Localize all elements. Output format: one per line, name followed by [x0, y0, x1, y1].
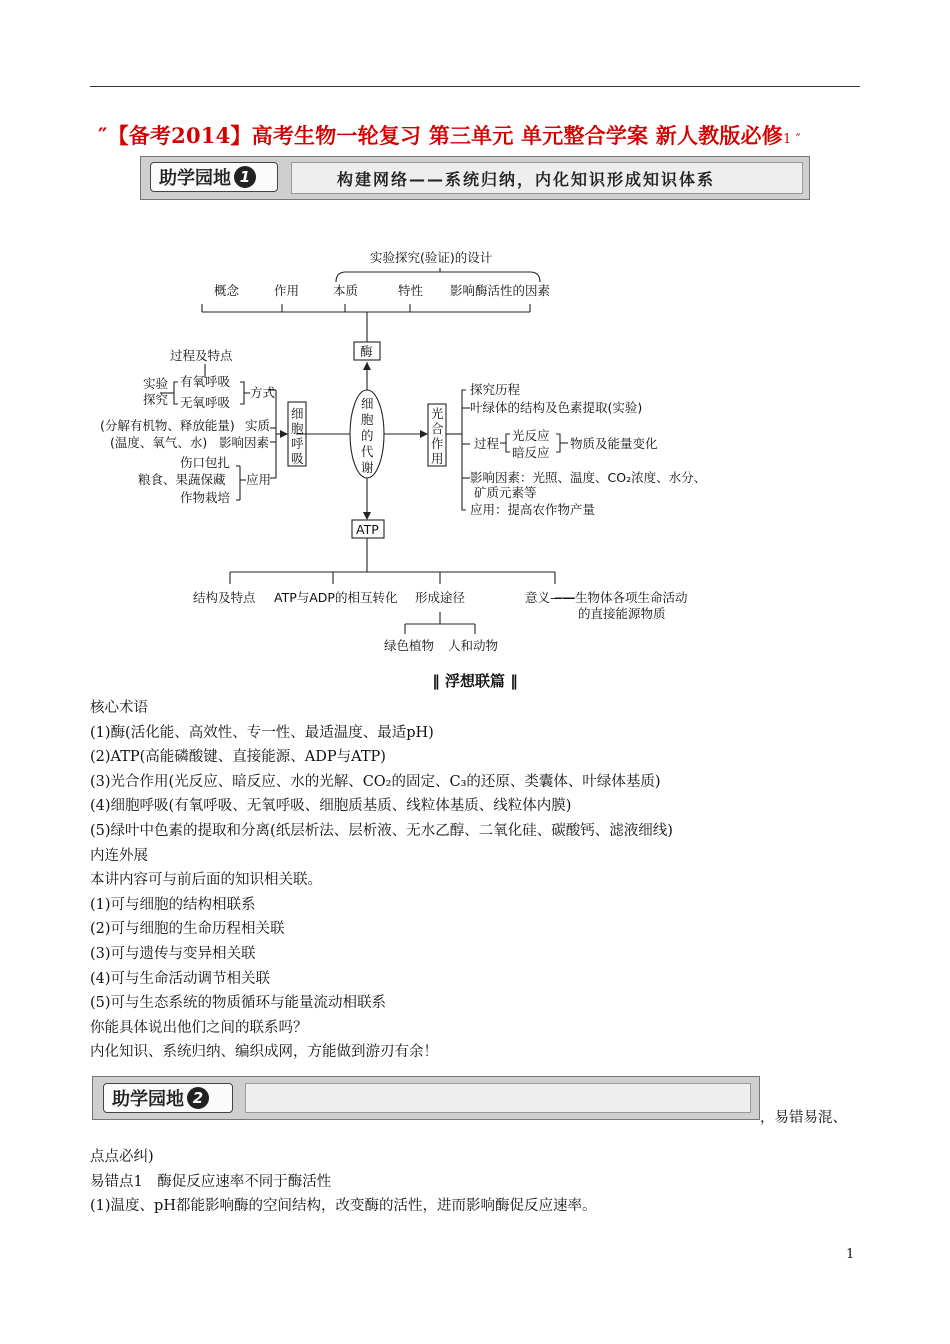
section-heading: ‖ 浮想联篇 ‖	[432, 672, 518, 690]
line-link-4: (4)可与生命活动调节相关联	[90, 970, 271, 987]
center-char-3: 的	[361, 428, 374, 443]
atp-box-label: ATP	[356, 522, 379, 537]
atp-structure: 结构及特点	[193, 590, 256, 605]
resp-mode: 方式	[250, 385, 276, 400]
resp-char-2: 胞	[291, 421, 304, 436]
enzyme-item-function: 作用	[274, 283, 300, 298]
line-link-5: (5)可与生态系统的物质循环与能量流动相联系	[90, 995, 387, 1012]
diagram-top-label: 实验探究(验证)的设计	[370, 250, 493, 265]
banner-2-trailing-text: ，易错易混、	[760, 1110, 847, 1126]
enzyme-box-label: 酶	[360, 344, 373, 359]
document-title-suffix: 1 ″	[782, 132, 801, 147]
resp-factors-detail: (温度、氧气、水)	[110, 435, 208, 450]
resp-grain: 粮食、果蔬保藏	[138, 472, 226, 487]
atp-meaning: 意义——生物体各项生命活动	[525, 590, 688, 605]
photo-history: 探究历程	[470, 382, 521, 397]
banner-2	[92, 1076, 760, 1120]
concept-map	[0, 240, 950, 660]
line-term-3: (3)光合作用(光反应、暗反应、水的光解、CO₂的固定、C₃的还原、类囊体、叶绿体基质)	[90, 773, 661, 790]
resp-char-4: 吸	[291, 451, 304, 466]
resp-wound: 伤口包扎	[180, 455, 231, 470]
banner-1-badge	[150, 162, 278, 192]
resp-aerobic: 有氧呼吸	[180, 374, 231, 389]
line-links-intro: 本讲内容可与前后面的知识相关联。	[90, 872, 322, 889]
center-char-4: 代	[361, 444, 374, 459]
document-title	[98, 120, 858, 150]
photo-chloroplast: 叶绿体的结构及色素提取(实验)	[470, 400, 643, 415]
enzyme-item-property: 特性	[398, 283, 424, 298]
line-must-fix: 点点必纠)	[90, 1149, 154, 1165]
line-term-4: (4)细胞呼吸(有氧呼吸、无氧呼吸、细胞质基质、线粒体基质、线粒体内膜)	[90, 798, 572, 815]
line-term-5: (5)绿叶中色素的提取和分离(纸层析法、层析液、无水乙醇、二氧化硅、碳酸钙、滤液细线)	[90, 822, 673, 839]
body-text-2	[90, 1145, 870, 1219]
photo-factors-line1: 影响因素：光照、温度、CO₂浓度、水分、	[470, 470, 707, 485]
photo-process: 过程	[474, 436, 500, 451]
line-link-2: (2)可与细胞的生命历程相关联	[90, 921, 285, 938]
banner-1	[140, 156, 810, 200]
resp-char-3: 呼	[291, 436, 304, 451]
banner-2-badge	[103, 1083, 233, 1113]
document-title-main: ″【备考2014】高考生物一轮复习 第三单元 单元整合学案 新人教版必修	[98, 123, 783, 148]
enzyme-item-nature: 本质	[333, 283, 359, 298]
line-link-1: (1)可与细胞的结构相联系	[90, 896, 256, 913]
resp-char-1: 细	[291, 406, 304, 421]
resp-factors: 影响因素	[219, 435, 270, 450]
photo-char-4: 用	[431, 451, 444, 466]
photo-matter: 物质及能量变化	[570, 436, 658, 451]
atp-conversion: ATP与ADP的相互转化	[274, 590, 398, 605]
banner-2-panel	[245, 1083, 751, 1113]
banner-2-badge-label: 助学园地	[112, 1089, 184, 1110]
resp-application: 应用	[246, 472, 272, 487]
banner-1-badge-label: 助学园地	[159, 168, 231, 189]
line-question: 你能具体说出他们之间的联系吗？	[90, 1019, 308, 1036]
center-char-2: 胞	[361, 412, 374, 427]
photo-char-1: 光	[431, 406, 444, 421]
resp-crop: 作物栽培	[180, 490, 231, 505]
line-summary: 内化知识、系统归纳、编织成网，方能做到游刃有余！	[90, 1044, 438, 1061]
line-link-3: (3)可与遗传与变异相关联	[90, 945, 256, 962]
line-term-2: (2)ATP(高能磷酸键、直接能源、ADP与ATP)	[90, 749, 386, 766]
line-term-1: (1)酶(活化能、高效性、专一性、最适温度、最适pH)	[90, 724, 434, 741]
enzyme-item-concept: 概念	[214, 283, 240, 298]
page-number: 1	[846, 1247, 855, 1262]
resp-anaerobic: 无氧呼吸	[180, 395, 231, 410]
atp-green-plants: 绿色植物	[384, 638, 435, 653]
line-core-terms: 核心术语	[90, 700, 148, 716]
line-error-point-1: 易错点1 酶促反应速率不同于酶活性	[90, 1173, 332, 1190]
photo-light: 光反应	[512, 428, 550, 443]
center-char-1: 细	[361, 396, 374, 411]
photo-dark: 暗反应	[512, 445, 550, 460]
header-rule	[90, 86, 860, 87]
resp-essence-detail: (分解有机物、释放能量)	[100, 418, 235, 433]
resp-experiment: 实验	[143, 376, 169, 391]
resp-essence: 实质	[245, 418, 271, 433]
atp-meaning-2: 的直接能源物质	[578, 606, 666, 621]
center-char-5: 谢	[361, 460, 374, 475]
line-links-heading: 内连外展	[90, 847, 148, 864]
photo-factors-line2: 矿质元素等	[474, 485, 537, 500]
banner-1-text: 构建网络——系统归纳，内化知识形成知识体系	[337, 170, 716, 189]
enzyme-item-factors: 影响酶活性的因素	[450, 283, 551, 298]
photo-char-2: 合	[431, 421, 444, 436]
photo-char-3: 作	[431, 436, 444, 451]
resp-process: 过程及特点	[170, 348, 233, 363]
atp-humans-animals: 人和动物	[448, 638, 499, 653]
photo-application: 应用：提高农作物产量	[470, 502, 596, 517]
banner-2-badge-number: 2	[187, 1087, 209, 1109]
banner-1-badge-number: 1	[234, 166, 256, 188]
resp-explore: 探究	[143, 392, 169, 407]
line-error-point-1-detail: (1)温度、pH都能影响酶的空间结构，改变酶的活性，进而影响酶促反应速率。	[90, 1198, 597, 1215]
body-text	[90, 696, 870, 1065]
atp-formation: 形成途径	[415, 590, 466, 605]
